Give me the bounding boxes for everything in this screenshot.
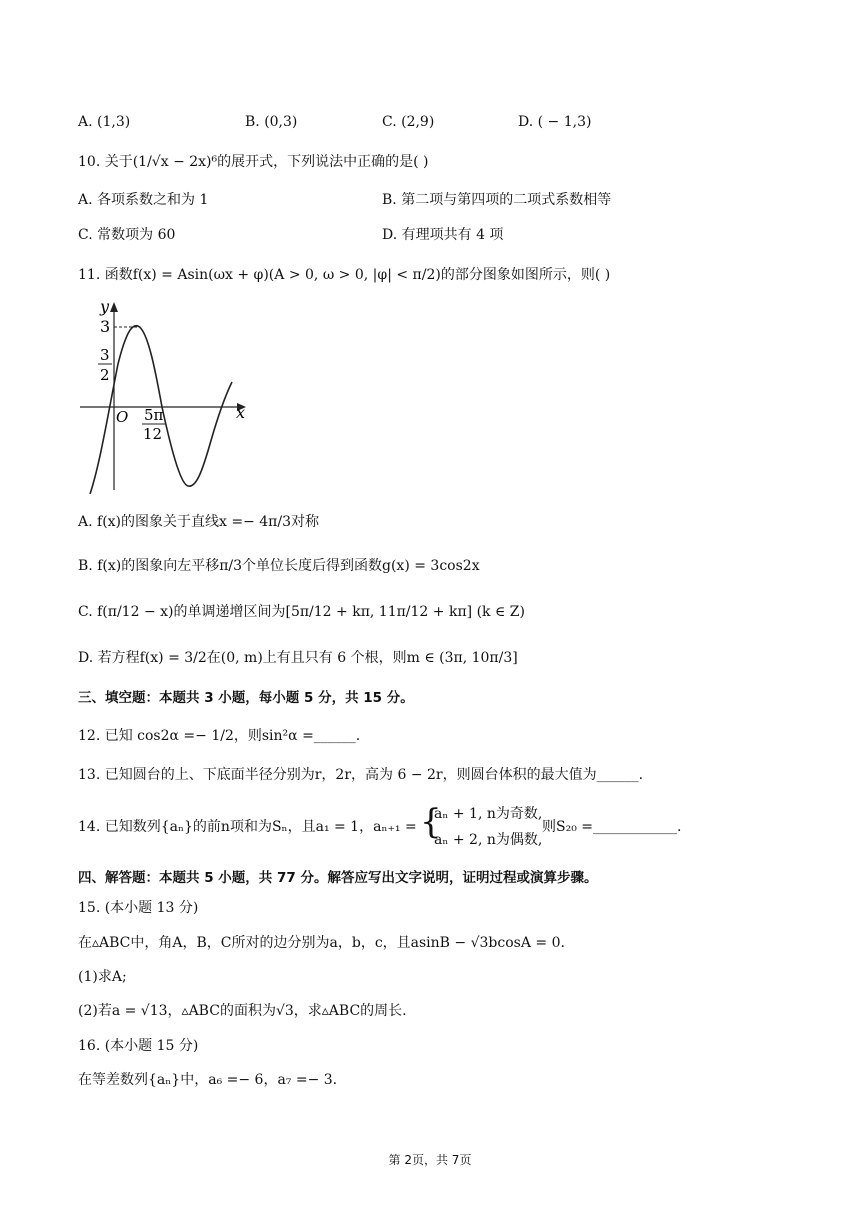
q11-option-d: D. 若方程f(x) = 3/2在(0, m)上有且只有 6 个根，则m ∈ (3π, 10π/3]: [78, 650, 518, 666]
q14-suffix: 则S₂₀ =____________.: [542, 819, 682, 835]
q13-stem: 13. 已知圆台的上、下底面半径分别为r，2r，高为 6 − 2r，则圆台体积的最大值为______.: [78, 767, 644, 783]
q11-stem: 11. 函数f(x) = Asin(ωx + φ)(A > 0, ω > 0, |φ| < π/2)的部分图象如图所示，则( ): [78, 267, 611, 283]
q10-option-c: C. 常数项为 60: [78, 227, 176, 243]
q15-part1: (1)求A;: [78, 969, 127, 985]
sine-graph: [76, 294, 256, 494]
x-tick-den: 12: [143, 425, 163, 443]
q11-option-c: C. f(π/12 − x)的单调递增区间为[5π/12 + kπ, 11π/12 + kπ] (k ∈ Z): [78, 604, 525, 620]
q15-stem: 在▵ABC中，角A，B，C所对的边分别为a，b，c，且asinB − √3bcosA = 0.: [78, 935, 565, 951]
section4-title: 四、解答题：本题共 5 小题，共 77 分。解答应写出文字说明，证明过程或演算步骤。: [78, 870, 598, 886]
q9-option-d: D. ( − 1,3): [518, 114, 592, 130]
q10-option-d: D. 有理项共有 4 项: [382, 227, 504, 243]
q14-brace: {: [420, 802, 442, 842]
q10-stem: 10. 关于(1/√x − 2x)⁶的展开式，下列说法中正确的是( ): [78, 154, 429, 170]
section3-title: 三、填空题：本题共 3 小题，每小题 5 分，共 15 分。: [78, 690, 414, 706]
q14-prefix: 14. 已知数列{aₙ}的前n项和为Sₙ，且a₁ = 1，aₙ₊₁ =: [78, 819, 417, 835]
page-footer: 第 2页，共 7页: [388, 1153, 472, 1167]
q9-option-b: B. (0,3): [245, 114, 298, 130]
origin-label: O: [116, 408, 129, 426]
q10-option-b: B. 第二项与第四项的二项式系数相等: [382, 192, 612, 208]
q12-stem: 12. 已知 cos2α =− 1/2，则sin²α =______.: [78, 728, 361, 744]
q15-part2: (2)若a = √13，▵ABC的面积为√3，求▵ABC的周长.: [78, 1003, 407, 1019]
q11-option-b: B. f(x)的图象向左平移π/3个单位长度后得到函数g(x) = 3cos2x: [78, 558, 480, 574]
y-tick-3: 3: [100, 317, 111, 336]
q15-header: 15. (本小题 13 分): [78, 900, 199, 916]
q9-option-c: C. (2,9): [382, 114, 435, 130]
q10-option-a: A. 各项系数之和为 1: [78, 192, 209, 208]
q14-case-even: aₙ + 2, n为偶数,: [434, 832, 543, 848]
y-axis-arrow: [110, 302, 118, 312]
y-axis-label: y: [100, 297, 110, 316]
q16-header: 16. (本小题 15 分): [78, 1038, 199, 1054]
x-tick-num: 5π: [144, 406, 164, 424]
q9-option-a: A. (1,3): [78, 114, 131, 130]
x-axis-label: x: [236, 403, 246, 422]
y-tick-half-num: 3: [100, 346, 110, 364]
q16-stem: 在等差数列{aₙ}中，a₆ =− 6，a₇ =− 3.: [78, 1072, 338, 1088]
q14-case-odd: aₙ + 1, n为奇数,: [434, 806, 543, 822]
y-tick-half-den: 2: [100, 366, 110, 384]
q11-option-a: A. f(x)的图象关于直线x =− 4π/3对称: [78, 514, 320, 530]
